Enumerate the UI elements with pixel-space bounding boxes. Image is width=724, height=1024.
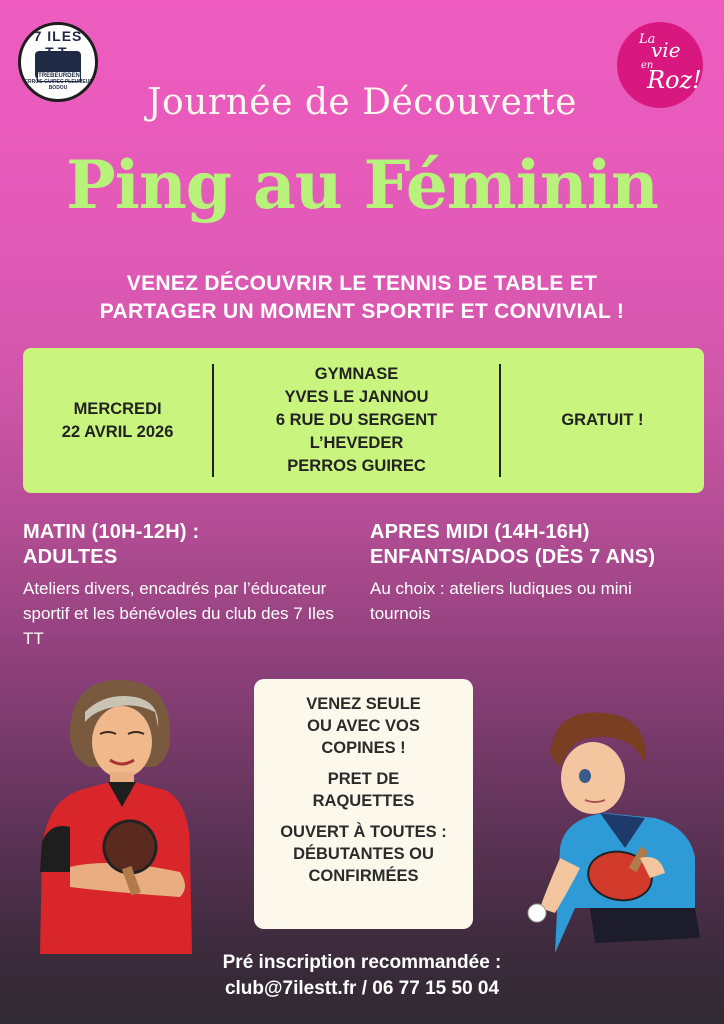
morning-session [23, 520, 343, 651]
boy-player-illustration [515, 708, 710, 953]
venue-line: GYMNASE [314, 365, 399, 383]
event-subtitle: Journée de Découverte [147, 82, 577, 123]
partner-logo-word-4: Roz! [647, 66, 702, 94]
event-venue [214, 348, 499, 493]
morning-session-description: Ateliers divers, encadrés par l’éducateur sportif et les bénévoles du club des 7 Iles TT [23, 579, 334, 648]
callout-open-to-all: OUVERT À TOUTES : DÉBUTANTES OU CONFIRMÉES [280, 823, 447, 885]
club-logo-name: 7 ILES [33, 28, 83, 44]
registration-note: Pré inscription recommandée : [222, 952, 502, 973]
partner-logo-word-3: en [641, 60, 654, 71]
partner-logo-word-2: vie [651, 38, 681, 62]
event-info-box [23, 348, 704, 493]
event-date-full: 22 AVRIL 2026 [61, 422, 174, 441]
morning-session-audience: ADULTES [23, 546, 118, 568]
event-title: Ping au Féminin [66, 146, 658, 224]
woman-player-illustration [30, 672, 200, 954]
event-price: GRATUIT ! [561, 411, 644, 429]
partner-logo-word-1: La [639, 32, 656, 47]
venue-line: YVES LE JANNOU [284, 388, 429, 406]
callout-box [254, 679, 473, 929]
morning-session-time: MATIN (10H-12H) : [23, 521, 200, 543]
contact-details: club@7ilestt.fr / 06 77 15 50 04 [224, 978, 500, 999]
callout-come-along: VENEZ SEULE OU AVEC VOS COPINES ! [306, 695, 421, 757]
intro-line-2: PARTAGER UN MOMENT SPORTIF ET CONVIVIAL ! [99, 300, 625, 323]
event-date-day: MERCREDI [73, 399, 162, 418]
venue-line: 6 RUE DU SERGENT [275, 411, 438, 429]
afternoon-session [370, 520, 710, 626]
footer-contact [0, 950, 724, 1002]
venue-line: L’HEVEDER [309, 434, 404, 452]
afternoon-session-audience: ENFANTS/ADOS (DÈS 7 ANS) [370, 546, 656, 568]
venue-line: PERROS GUIREC [287, 457, 426, 475]
intro-line-1: VENEZ DÉCOUVRIR LE TENNIS DE TABLE ET [126, 272, 598, 295]
intro-text [30, 270, 694, 326]
afternoon-session-time: APRES MIDI (14H-16H) [370, 521, 590, 543]
club-logo-banner: TREBEURDEN [37, 71, 81, 82]
callout-racket-loan: PRET DE RAQUETTES [312, 770, 415, 810]
afternoon-session-description: Au choix : ateliers ludiques ou mini tournois [370, 579, 632, 623]
event-date [23, 348, 212, 493]
club-logo-towns: PERROS-GUIREC PLEUMEUR-BODOU [21, 79, 95, 91]
